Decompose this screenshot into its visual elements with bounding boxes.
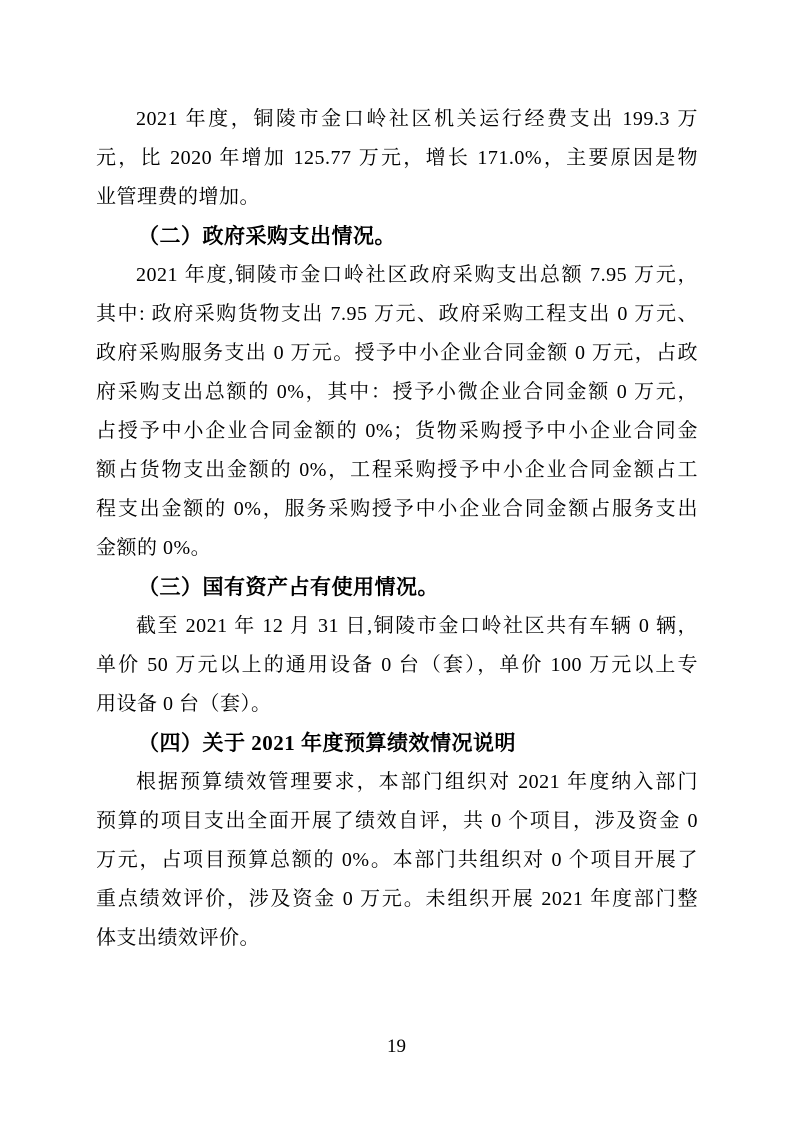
paragraph-line: 2021 年度,铜陵市金口岭社区政府采购支出总额 7.95 万元， xyxy=(136,264,698,286)
paragraph-line: 其中: 政府采购货物支出 7.95 万元、政府采购工程支出 0 万元、 xyxy=(96,303,698,325)
paragraph-line: 府采购支出总额的 0%，其中：授予小微企业合同金额 0 万元， xyxy=(96,381,698,403)
section-heading-budget-performance: （四）关于 2021 年度预算绩效情况说明 xyxy=(138,731,516,755)
paragraph-line: 2021 年度，铜陵市金口岭社区机关运行经费支出 199.3 万 xyxy=(136,108,698,130)
document-content xyxy=(96,100,698,958)
paragraph-line: 体支出绩效评价。 xyxy=(96,927,260,949)
page-number: 19 xyxy=(387,1036,406,1057)
paragraph-line: 元，比 2020 年增加 125.77 万元，增长 171.0%，主要原因是物 xyxy=(96,147,698,169)
section-heading-state-assets: （三）国有资产占有使用情况。 xyxy=(138,575,439,599)
paragraph-line: 重点绩效评价，涉及资金 0 万元。未组织开展 2021 年度部门整 xyxy=(96,888,698,910)
paragraph-line: 占授予中小企业合同金额的 0%；货物采购授予中小企业合同金 xyxy=(96,420,698,442)
paragraph-line: 用设备 0 台（套）。 xyxy=(96,693,272,715)
paragraph-line: 单价 50 万元以上的通用设备 0 台（套），单价 100 万元以上专 xyxy=(96,654,698,676)
paragraph-line: 金额的 0%。 xyxy=(96,537,212,559)
paragraph-line: 业管理费的增加。 xyxy=(96,186,260,208)
paragraph-line: 截至 2021 年 12 月 31 日,铜陵市金口岭社区共有车辆 0 辆， xyxy=(136,615,698,637)
paragraph-line: 政府采购服务支出 0 万元。授予中小企业合同金额 0 万元，占政 xyxy=(96,342,698,364)
paragraph-line: 额占货物支出金额的 0%，工程采购授予中小企业合同金额占工 xyxy=(96,459,698,481)
paragraph-line: 根据预算绩效管理要求，本部门组织对 2021 年度纳入部门 xyxy=(136,771,698,793)
paragraph-line: 预算的项目支出全面开展了绩效自评，共 0 个项目，涉及资金 0 xyxy=(96,810,698,832)
paragraph-line: 万元，占项目预算总额的 0%。本部门共组织对 0 个项目开展了 xyxy=(96,849,698,871)
section-heading-government-procurement: （二）政府采购支出情况。 xyxy=(138,224,396,248)
paragraph-line: 程支出金额的 0%，服务采购授予中小企业合同金额占服务支出 xyxy=(96,498,698,520)
